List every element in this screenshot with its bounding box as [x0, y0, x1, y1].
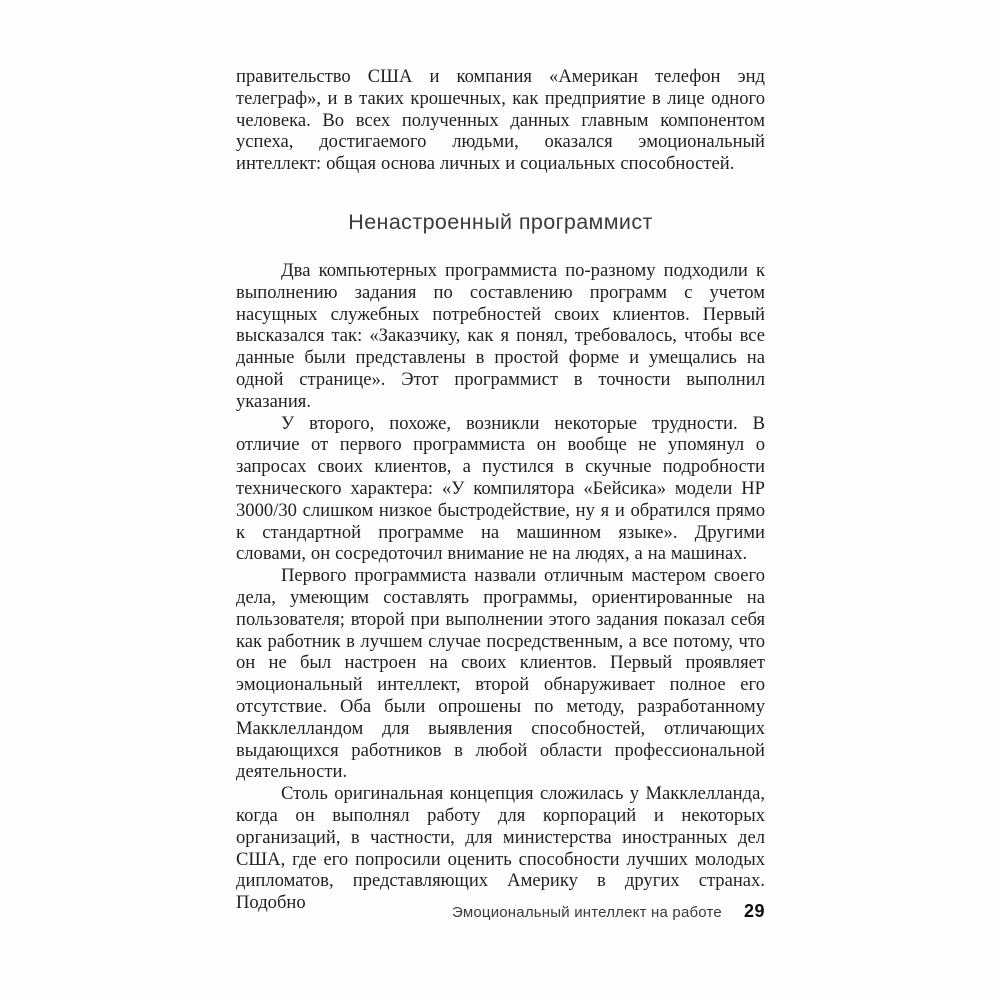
paragraph-mcclelland-concept: Столь оригинальная концепция сложилась у Макклелланда, когда он выполнял работу для корпораций и некоторых организаций, в частности, для министерства иностранных дел США, где его попросили оценить способности лучших молодых дипломатов, представляющих Америку в других странах. Подобно — [236, 783, 765, 914]
paragraph-intro-continuation: правительство США и компания «Американ телефон энд телеграф», и в таких крошечных, как предприятие в лице одного человека. Во всех полученных данных главным компонентом успеха, достигаемого людьми, оказался эмоциональный интеллект: общая основа личных и социальных способностей. — [236, 66, 765, 175]
page-footer — [236, 901, 765, 922]
footer-page-number: 29 — [743, 901, 765, 921]
paragraph-comparison: Первого программиста назвали отличным мастером своего дела, умеющим составлять программы, ориентированные на пользователя; второй при выполнении этого задания показал себя как работник в лучшем случае посредственным, а все потому, что он не был настроен на своих клиентов. Первый проявляет эмоциональный интеллект, второй обнаруживает полное его отсутствие. Оба были опрошены по методу, разработанному Макклелландом для выявления способностей, отличающих выдающихся работников в любой области профессиональной деятельности. — [236, 565, 765, 783]
page-text-block — [236, 66, 765, 914]
footer-running-title: Эмоциональный интеллект на работе — [452, 904, 722, 921]
paragraph-two-programmers: Два компьютерных программиста по-разному подходили к выполнению задания по составлению программ с учетом насущных служебных потребностей своих клиентов. Первый высказался так: «Заказчику, как я понял, требовалось, чтобы все данные были представлены в простой форме и умещались на одной странице». Этот программист в точности выполнил указания. — [236, 259, 765, 412]
section-heading: Ненастроенный программист — [348, 209, 653, 234]
paragraph-second-programmer: У второго, похоже, возникли некоторые трудности. В отличие от первого программиста он вообще не упомянул о запросах своих клиентов, а пустился в скучные подробности технического характера: «У компилятора «Бейсика» модели HP 3000/30 слишком низкое быстродействие, ну я и обратился прямо к стандартной программе на машинном языке». Другими словами, он сосредоточил внимание не на людях, а на машинах. — [236, 412, 765, 565]
